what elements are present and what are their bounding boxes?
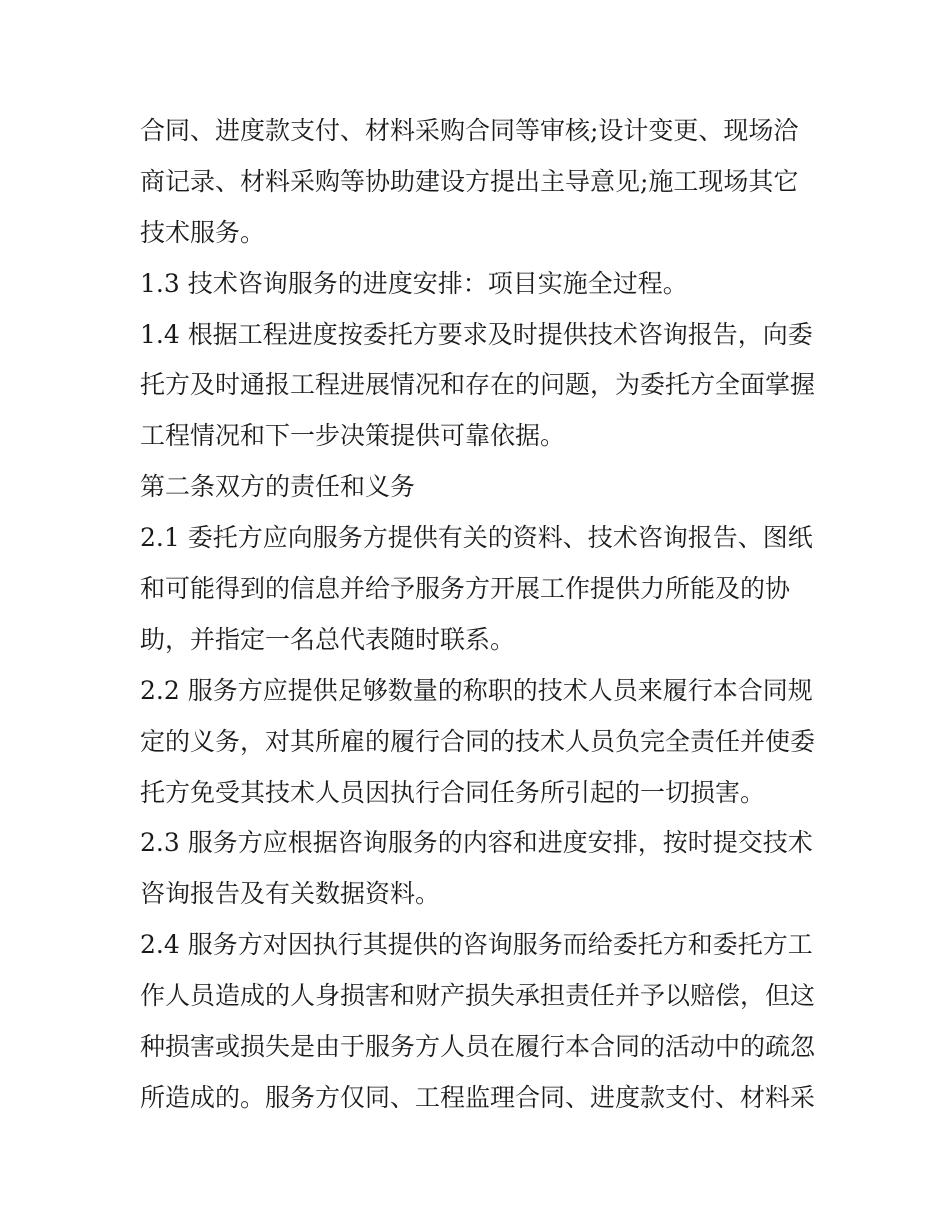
section-heading: 第二条双方的责任和义务 xyxy=(140,472,416,502)
text-line: 技术服务。 xyxy=(140,217,266,247)
clause-2-3: 2.3 服务方应根据咨询服务的内容和进度安排，按时提交技术 xyxy=(140,828,813,858)
clause-2-2: 2.2 服务方应提供足够数量的称职的技术人员来履行本合同规 xyxy=(140,675,813,705)
text-line: 商记录、材料采购等协助建设方提出主导意见;施工现场其它 xyxy=(140,166,799,196)
text-line: 种损害或损失是由于服务方人员在履行本合同的活动中的疏忽 xyxy=(140,1032,816,1062)
contract-text xyxy=(140,106,820,1124)
clause-1-4: 1.4 根据工程进度按委托方要求及时提供技术咨询报告，向委 xyxy=(140,319,813,349)
text-line: 助，并指定一名总代表随时联系。 xyxy=(140,624,516,654)
text-line: 托方免受其技术人员因执行合同任务所引起的一切损害。 xyxy=(140,777,766,807)
text-line: 托方及时通报工程进展情况和存在的问题，为委托方全面掌握 xyxy=(140,370,816,400)
text-line: 和可能得到的信息并给予服务方开展工作提供力所能及的协 xyxy=(140,574,791,604)
text-line: 所造成的。服务方仅同、工程监理合同、进度款支付、材料采 xyxy=(140,1082,816,1112)
text-line: 作人员造成的人身损害和财产损失承担责任并予以赔偿，但这 xyxy=(140,981,816,1011)
clause-2-4: 2.4 服务方对因执行其提供的咨询服务而给委托方和委托方工 xyxy=(140,930,813,960)
clause-1-3: 1.3 技术咨询服务的进度安排：项目实施全过程。 xyxy=(140,268,688,298)
clause-2-1: 2.1 委托方应向服务方提供有关的资料、技术咨询报告、图纸 xyxy=(140,523,813,553)
text-line: 咨询报告及有关数据资料。 xyxy=(140,879,441,909)
text-line: 定的义务，对其所雇的履行合同的技术人员负完全责任并使委 xyxy=(140,726,816,756)
text-line: 合同、进度款支付、材料采购合同等审核;设计变更、现场洽 xyxy=(140,116,799,145)
text-line: 工程情况和下一步决策提供可靠依据。 xyxy=(140,421,566,451)
